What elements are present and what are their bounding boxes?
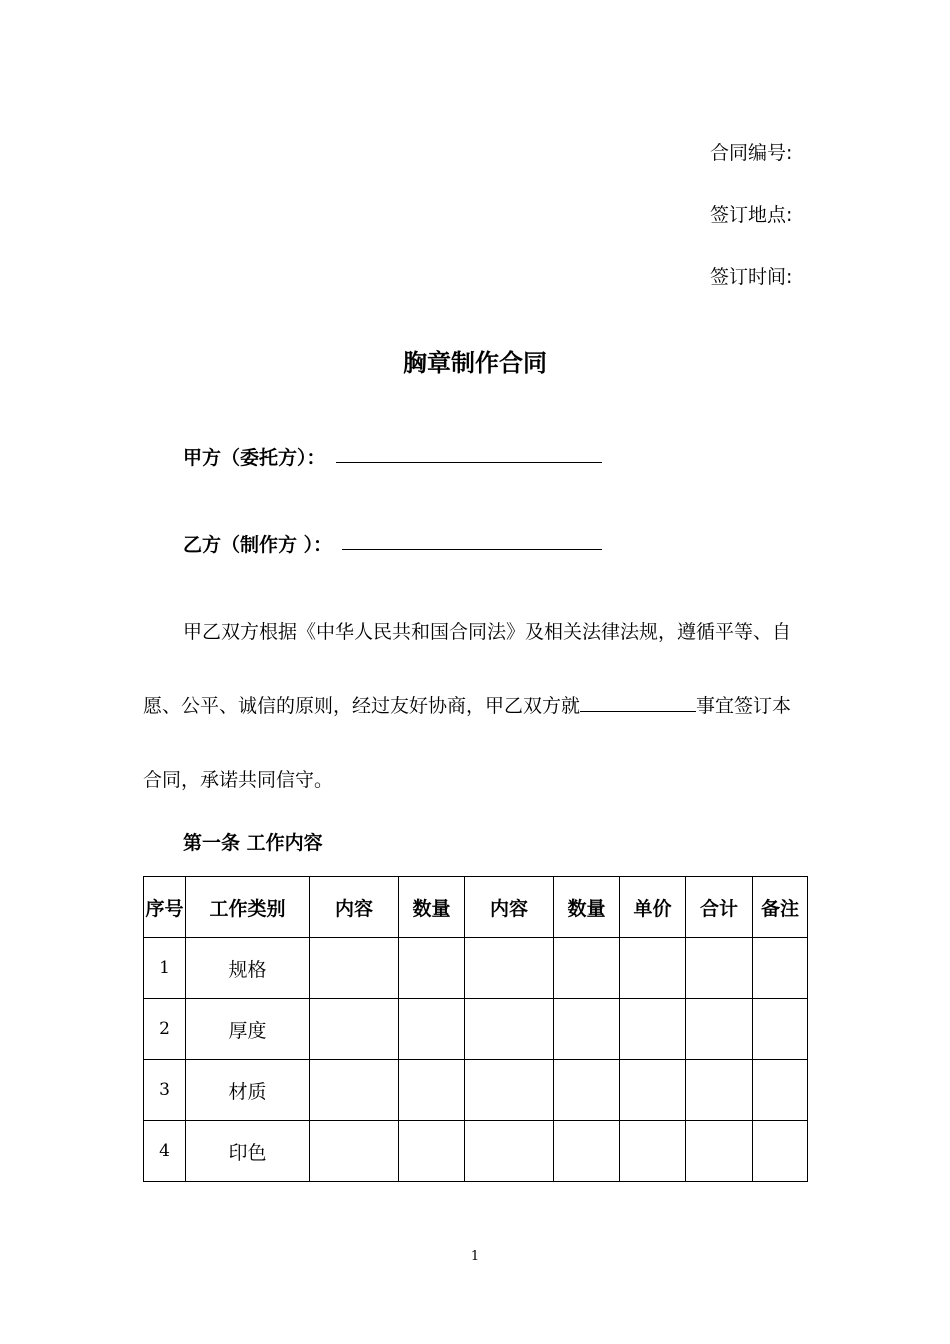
cell-unit-price[interactable] (620, 999, 686, 1060)
cell-total[interactable] (686, 938, 753, 999)
matter-blank[interactable] (580, 695, 696, 712)
cell-content-2[interactable] (465, 1060, 554, 1121)
row-category: 印色 (186, 1121, 310, 1182)
cell-content-2[interactable] (465, 938, 554, 999)
cell-total[interactable] (686, 999, 753, 1060)
table-row (144, 1121, 808, 1182)
header-quantity-1: 数量 (399, 877, 465, 938)
section-1-heading: 第一条 工作内容 (183, 832, 323, 854)
preamble-line-2-after: 事宜签订本 (696, 695, 792, 717)
preamble-line-2 (143, 691, 791, 718)
cell-quantity-2[interactable] (554, 999, 620, 1060)
cell-content-2[interactable] (465, 999, 554, 1060)
party-a-blank[interactable] (336, 462, 602, 463)
cell-remarks[interactable] (753, 999, 808, 1060)
page-number: 1 (470, 1249, 480, 1264)
signing-time-label: 签订时间: (710, 266, 793, 288)
cell-quantity-1[interactable] (399, 999, 465, 1060)
row-number: 4 (144, 1121, 186, 1182)
party-a-label: 甲方（委托方）： (183, 447, 326, 469)
row-number: 3 (144, 1060, 186, 1121)
cell-unit-price[interactable] (620, 938, 686, 999)
header-remarks: 备注 (753, 877, 808, 938)
row-category: 规格 (186, 938, 310, 999)
cell-total[interactable] (686, 1121, 753, 1182)
cell-content-1[interactable] (310, 999, 399, 1060)
contract-number-label: 合同编号: (710, 142, 793, 164)
cell-content-1[interactable] (310, 938, 399, 999)
document-title: 胸章制作合同 (403, 349, 547, 377)
table-row (144, 938, 808, 999)
cell-unit-price[interactable] (620, 1060, 686, 1121)
cell-quantity-2[interactable] (554, 1121, 620, 1182)
cell-content-1[interactable] (310, 1060, 399, 1121)
cell-quantity-1[interactable] (399, 1060, 465, 1121)
work-content-table (143, 876, 808, 1182)
row-number: 1 (144, 938, 186, 999)
party-b-blank[interactable] (342, 549, 602, 550)
signing-place-label: 签订地点: (710, 204, 793, 226)
header-quantity-2: 数量 (554, 877, 620, 938)
preamble-line-3: 合同，承诺共同信守。 (143, 769, 334, 791)
row-category: 厚度 (186, 999, 310, 1060)
header-unit-price: 单价 (620, 877, 686, 938)
header-category: 工作类别 (186, 877, 310, 938)
header-content-2: 内容 (465, 877, 554, 938)
cell-content-1[interactable] (310, 1121, 399, 1182)
header-total: 合计 (686, 877, 753, 938)
cell-remarks[interactable] (753, 938, 808, 999)
cell-quantity-2[interactable] (554, 938, 620, 999)
preamble-line-2-before: 愿、公平、诚信的原则，经过友好协商，甲乙双方就 (143, 695, 581, 717)
party-b-label: 乙方（制作方 ）： (183, 534, 333, 556)
cell-total[interactable] (686, 1060, 753, 1121)
table-row (144, 1060, 808, 1121)
table-row (144, 999, 808, 1060)
row-category: 材质 (186, 1060, 310, 1121)
cell-remarks[interactable] (753, 1060, 808, 1121)
header-content-1: 内容 (310, 877, 399, 938)
preamble-line-1: 甲乙双方根据《中华人民共和国合同法》及相关法律法规，遵循平等、自 (183, 621, 792, 643)
cell-quantity-2[interactable] (554, 1060, 620, 1121)
cell-remarks[interactable] (753, 1121, 808, 1182)
table-header-row (144, 877, 808, 938)
header-no: 序号 (144, 877, 186, 938)
cell-content-2[interactable] (465, 1121, 554, 1182)
cell-unit-price[interactable] (620, 1121, 686, 1182)
cell-quantity-1[interactable] (399, 1121, 465, 1182)
row-number: 2 (144, 999, 186, 1060)
cell-quantity-1[interactable] (399, 938, 465, 999)
